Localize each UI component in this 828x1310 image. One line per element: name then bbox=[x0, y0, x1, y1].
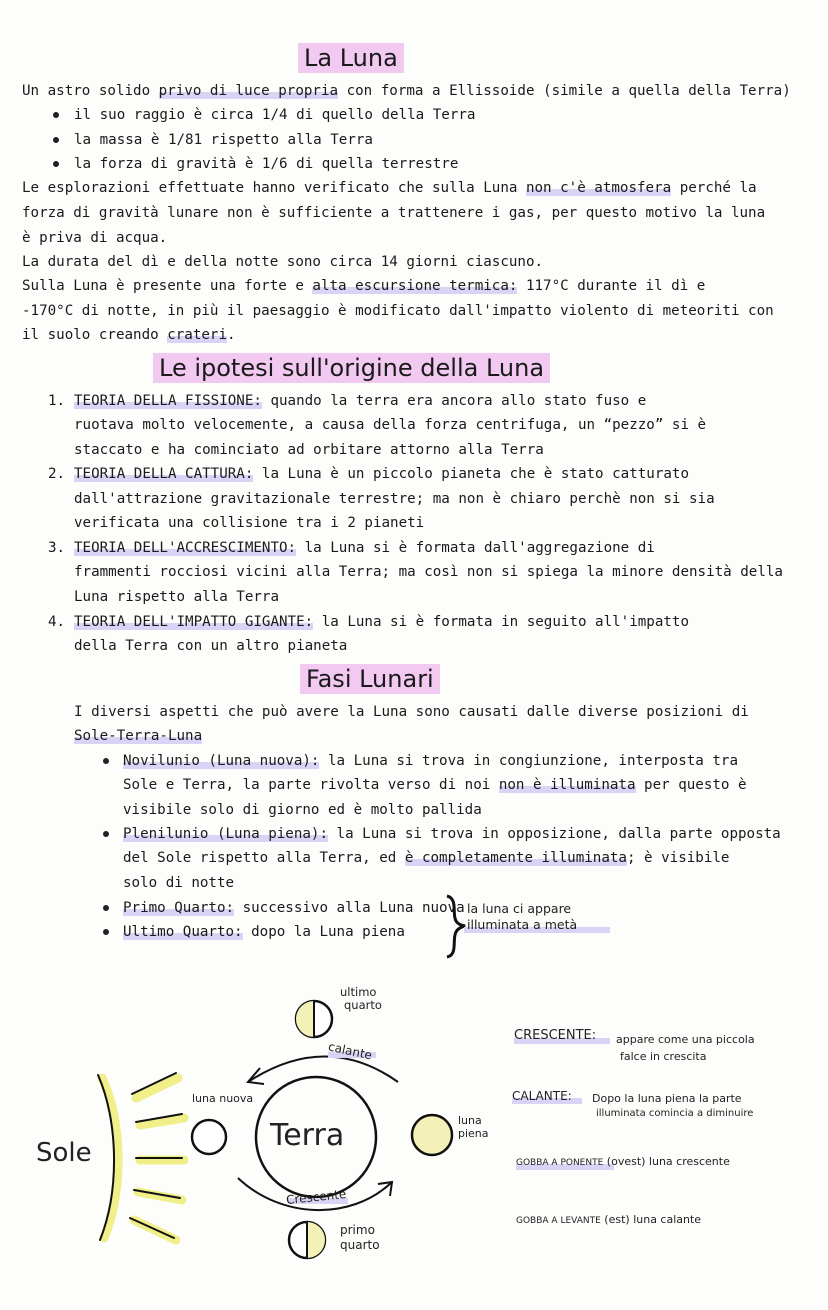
theory-line: TEORIA DELL'ACCRESCIMENTO: la Luna si è formata dall'aggregazione di bbox=[74, 540, 655, 556]
phases-intro: I diversi aspetti che può avere la Luna sono causati dalle diverse posizioni di bbox=[74, 704, 749, 720]
theory-line: TEORIA DELLA FISSIONE: quando la terra era ancora allo stato fuso e bbox=[74, 393, 647, 409]
list-number: 2. bbox=[48, 466, 66, 482]
phase-line: Novilunio (Luna nuova): la Luna si trova in congiunzione, interposta tra bbox=[123, 753, 739, 769]
phase-line: Sole e Terra, la parte rivolta verso di noi non è illuminata per questo è bbox=[123, 777, 747, 793]
list-number: 1. bbox=[48, 393, 66, 409]
theory-line: TEORIA DELLA CATTURA: la Luna è un piccolo pianeta che è stato catturato bbox=[74, 466, 689, 482]
new-moon-circle bbox=[192, 1120, 226, 1154]
phase-line: Primo Quarto: successivo alla Luna nuova bbox=[123, 900, 465, 916]
paragraph-line: il suolo creando crateri. bbox=[22, 327, 236, 343]
last-quarter-label: quarto bbox=[344, 998, 382, 1012]
bullet-raggio: il suo raggio è circa 1/4 di quello della Terra bbox=[74, 107, 476, 123]
theory-line: dall'attrazione gravitazionale terrestre; ma non è chiaro perchè non si sia bbox=[74, 491, 715, 507]
last-quarter-lit-half bbox=[296, 1001, 314, 1037]
phase-line: del Sole rispetto alla Terra, ed è completamente illuminata; è visibile bbox=[123, 850, 730, 866]
paragraph-line: forza di gravità lunare non è sufficiente a trattenere i gas, per questo motivo la luna bbox=[22, 205, 766, 221]
earth-label: Terra bbox=[270, 1118, 345, 1153]
first-quarter-label: primo bbox=[340, 1223, 375, 1237]
brace-shape bbox=[447, 896, 465, 957]
last-quarter-label: ultimo bbox=[340, 985, 377, 999]
full-moon-label: luna bbox=[458, 1114, 482, 1127]
title-fasi-lunari: Fasi Lunari bbox=[300, 664, 440, 694]
note-line: la luna ci appare bbox=[467, 901, 572, 916]
first-quarter-label: quarto bbox=[340, 1238, 380, 1252]
legend-text: appare come una piccola bbox=[616, 1033, 755, 1046]
list-number: 4. bbox=[48, 614, 66, 630]
crescente-arc-label: Crescente bbox=[285, 1186, 347, 1208]
legend-gobba-ponente: GOBBA A PONENTE (ovest) luna crescente bbox=[516, 1155, 730, 1168]
phase-line: Plenilunio (Luna piena): la Luna si trova in opposizione, dalla parte opposta bbox=[123, 826, 781, 842]
paragraph-line: è priva di acqua. bbox=[22, 230, 168, 246]
paragraph-line: Le esplorazioni effettuate hanno verificato che sulla Luna non c'è atmosfera perché la bbox=[22, 180, 757, 196]
first-quarter-lit-half bbox=[307, 1222, 325, 1258]
phase-line: solo di notte bbox=[123, 875, 235, 891]
title-ipotesi: Le ipotesi sull'origine della Luna bbox=[153, 353, 550, 383]
legend-crescente-title: CRESCENTE: bbox=[514, 1028, 597, 1043]
theory-line: della Terra con un altro pianeta bbox=[74, 638, 348, 654]
theory-line: verificata una collisione tra i 2 pianeti bbox=[74, 515, 425, 531]
legend-text: falce in crescita bbox=[620, 1050, 707, 1063]
sun-label: Sole bbox=[36, 1138, 92, 1168]
bullet-massa: la massa è 1/81 rispetto alla Terra bbox=[74, 132, 373, 148]
full-moon-circle bbox=[412, 1115, 452, 1155]
theory-line: ruotava molto velocemente, a causa della forza centrifuga, un “pezzo” si è bbox=[74, 417, 707, 433]
intro-line: Un astro solido privo di luce propria con forma a Ellissoide (simile a quella della Terra) bbox=[22, 83, 791, 99]
theory-line: Luna rispetto alla Terra bbox=[74, 589, 279, 605]
legend-text: Dopo la luna piena la parte bbox=[592, 1092, 742, 1105]
title-la-luna: La Luna bbox=[298, 43, 404, 73]
legend-calante-title: CALANTE: bbox=[512, 1089, 572, 1103]
phases-intro: Sole-Terra-Luna bbox=[74, 728, 203, 744]
theory-line: frammenti rocciosi vicini alla Terra; ma così non si spiega la minore densità della bbox=[74, 564, 783, 580]
paragraph-line: Sulla Luna è presente una forte e alta escursione termica: 117°C durante il dì e bbox=[22, 278, 706, 294]
note-line: illuminata a metà bbox=[467, 917, 578, 932]
new-moon-label: luna nuova bbox=[192, 1092, 254, 1105]
legend-gobba-levante: GOBBA A LEVANTE (est) luna calante bbox=[516, 1213, 702, 1226]
theory-line: staccato e ha cominciato ad orbitare attorno alla Terra bbox=[74, 442, 544, 458]
full-moon-label: piena bbox=[458, 1127, 489, 1140]
phase-line: visibile solo di giorno ed è molto pallida bbox=[123, 802, 482, 818]
legend-text: illuminata comincia a diminuire bbox=[596, 1108, 754, 1119]
paragraph-line: -170°C di notte, in più il paesaggio è modificato dall'impatto violento di meteoriti con bbox=[22, 303, 774, 319]
bullet-gravita: la forza di gravità è 1/6 di quella terrestre bbox=[74, 156, 459, 172]
phase-line: Ultimo Quarto: dopo la Luna piena bbox=[123, 924, 405, 940]
theory-line: TEORIA DELL'IMPATTO GIGANTE: la Luna si è formata in seguito all'impatto bbox=[74, 614, 690, 630]
paragraph-line: La durata del dì e della notte sono circa 14 giorni ciascuno. bbox=[22, 254, 544, 270]
list-number: 3. bbox=[48, 540, 66, 556]
calante-arc-label: calante bbox=[327, 1039, 374, 1063]
